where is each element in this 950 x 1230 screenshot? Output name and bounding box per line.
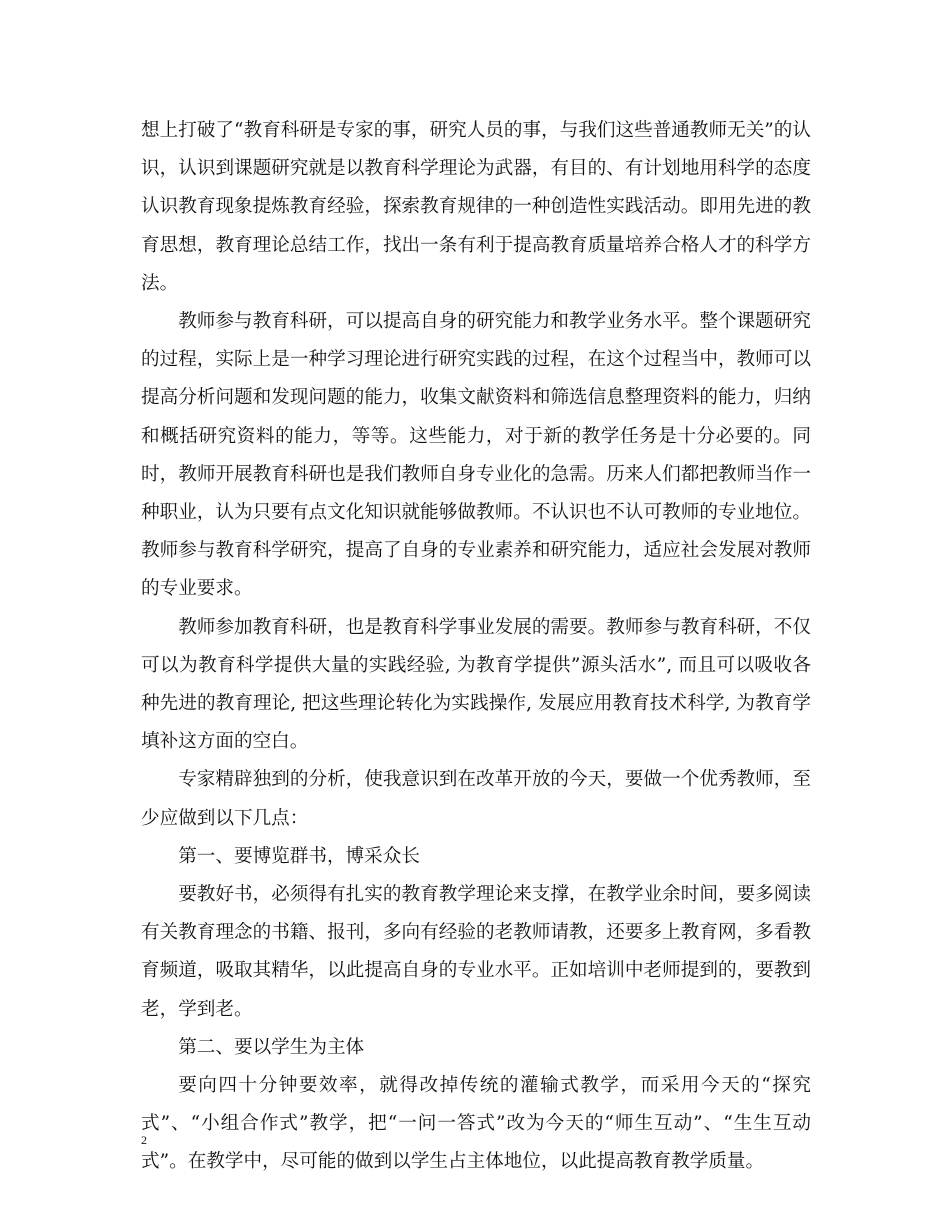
heading-point-two: 第二、要以学生为主体: [178, 1036, 365, 1058]
paragraph-point-two: 要向四十分钟要效率，就得改掉传统的灌输式教学，而采用今天的“探究式”、“小组合作式”教学，把“一问一答式”改为今天的“师生互动”、“生生互动式”。在教学中，尽可能的做到以学生占主体地位，以此提高教育教学质量。: [141, 1075, 811, 1173]
paragraph-expert-analysis: 专家精辟独到的分析，使我意识到在改革开放的今天，要做一个优秀教师，至少应做到以下几点：: [141, 769, 811, 829]
paragraph-research-ability: 教师参与教育科研，可以提高自身的研究能力和教学业务水平。整个课题研究的过程，实际上是一种学习理论进行研究实践的过程，在这个过程当中，教师可以提高分析问题和发现问题的能力，收集文献资料和筛选信息整理资料的能力，归纳和概括研究资料的能力，等等。这些能力，对于新的教学任务是十分必要的。同时，教师开展教育科研也是我们教师自身专业化的急需。历来人们都把教师当作一种职业，认为只要有点文化知识就能够做教师。不认识也不认可教师的专业地位。教师参与教育科学研究，提高了自身的专业素养和研究能力，适应社会发展对教师的专业要求。: [141, 311, 811, 600]
heading-point-one: 第一、要博览群书，博采众长: [178, 845, 420, 867]
paragraph-continuation: 想上打破了“教育科研是专家的事，研究人员的事，与我们这些普通教师无关”的认识，认识到课题研究就是以教育科学理论为武器，有目的、有计划地用科学的态度认识教育现象提炼教育经验，探索教育规律的一种创造性实践活动。即用先进的教育思想，教育理论总结工作，找出一条有利于提高教育质量培养合格人才的科学方法。: [141, 120, 811, 294]
paragraph-research-development: 教师参加教育科研，也是教育科学事业发展的需要。教师参与教育科研，不仅可以为教育科学提供大量的实践经验, 为教育学提供”源头活水”, 而且可以吸收各种先进的教育理论, 把这些理论转化为实践操作, 发展应用教育技术科学, 为教育学填补这方面的空白。: [141, 616, 811, 753]
paragraph-point-one: 要教好书，必须得有扎实的教育教学理论来支撑，在教学业余时间，要多阅读有关教育理念的书籍、报刊，多向有经验的老教师请教，还要多上教育网，多看教育频道，吸取其精华，以此提高自身的专业水平。正如培训中老师提到的，要教到老，学到老。: [141, 884, 811, 1020]
document-body: [141, 112, 811, 1182]
page-number: 2: [141, 1133, 147, 1147]
